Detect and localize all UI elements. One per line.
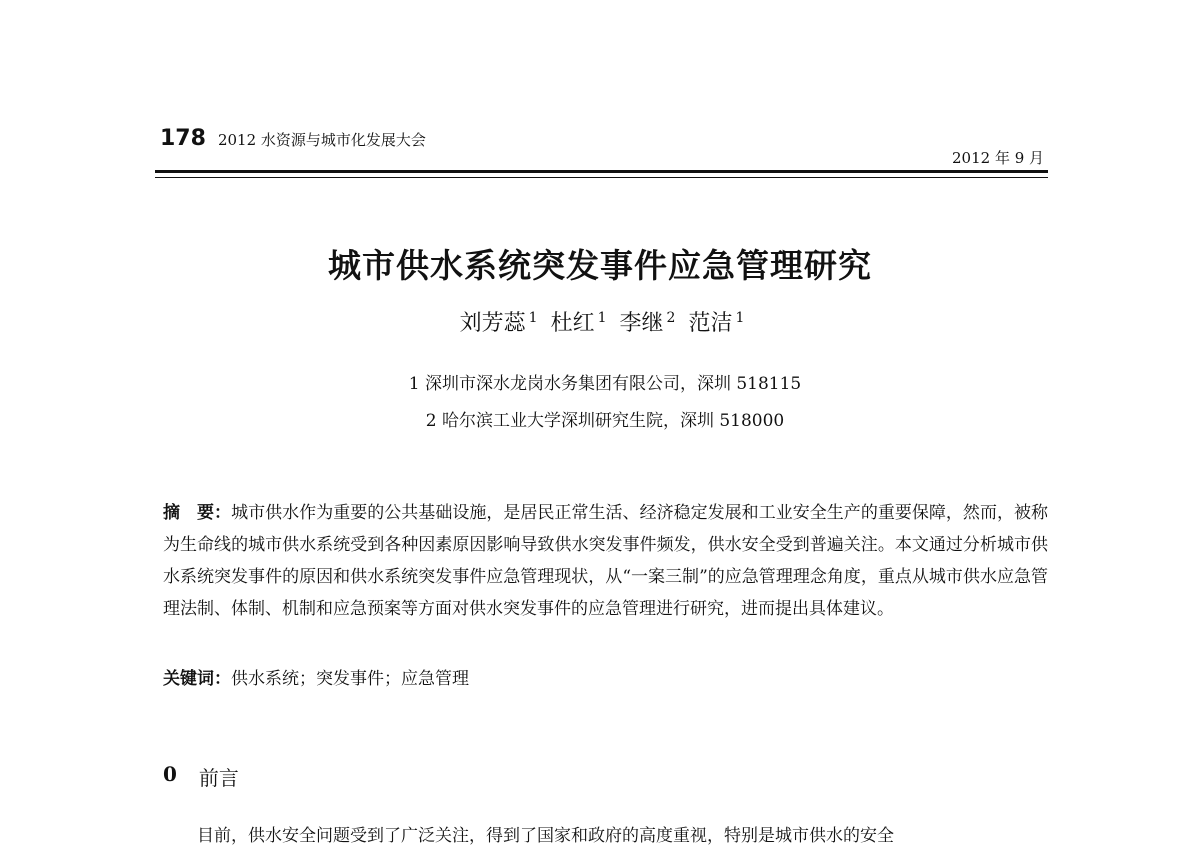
keywords bbox=[163, 664, 1048, 689]
author-affil-mark: 1 bbox=[735, 309, 745, 326]
header-left bbox=[160, 126, 426, 151]
affiliation-2: 2 哈尔滨工业大学深圳研究生院，深圳 518000 bbox=[425, 411, 785, 431]
paper-title: 城市供水系统突发事件应急管理研究 bbox=[328, 246, 872, 285]
issue-date: 2012 年 9 月 bbox=[952, 149, 1045, 167]
author-name: 杜红 bbox=[550, 311, 595, 336]
author-name: 李继 bbox=[619, 311, 664, 336]
section-title: 前言 bbox=[198, 766, 239, 790]
keywords-text: 供水系统；突发事件；应急管理 bbox=[231, 669, 469, 689]
section-number: 0 bbox=[163, 762, 177, 786]
author-affil-mark: 1 bbox=[528, 309, 538, 326]
page-number: 178 bbox=[160, 126, 206, 151]
affiliation-1: 1 深圳市深水龙岗水务集团有限公司，深圳 518115 bbox=[408, 374, 802, 394]
header-rule-thin bbox=[155, 177, 1048, 178]
abstract-text: 城市供水作为重要的公共基础设施，是居民正常生活、经济稳定发展和工业安全生产的重要保障，然而，被称为生命线的城市供水系统受到各种因素原因影响导致供水突发事件频发，供水安全受到普遍关注。本文通过分析城市供水系统突发事件的原因和供水系统突发事件应急管理现状，从“一案三制”的应急管理理念角度，重点从城市供水应急管理法制、体制、机制和应急预案等方面对供水突发事件的应急管理进行研究，进而提出具体建议。 bbox=[163, 503, 1049, 619]
author-list bbox=[0, 306, 1200, 337]
header-rule-thick bbox=[155, 170, 1048, 173]
abstract bbox=[163, 497, 1048, 625]
author-affil-mark: 1 bbox=[597, 309, 607, 326]
section-heading bbox=[163, 762, 239, 791]
body-paragraph: 目前，供水安全问题受到了广泛关注，得到了国家和政府的高度重视，特别是城市供水的安全 bbox=[197, 826, 894, 846]
author-affil-mark: 2 bbox=[666, 309, 676, 326]
author-name: 刘芳蕊 bbox=[459, 311, 526, 336]
keywords-label: 关键词： bbox=[163, 669, 231, 689]
journal-name: 2012 水资源与城市化发展大会 bbox=[217, 131, 426, 149]
author-name: 范洁 bbox=[688, 311, 733, 336]
abstract-label: 摘 要： bbox=[163, 503, 232, 523]
